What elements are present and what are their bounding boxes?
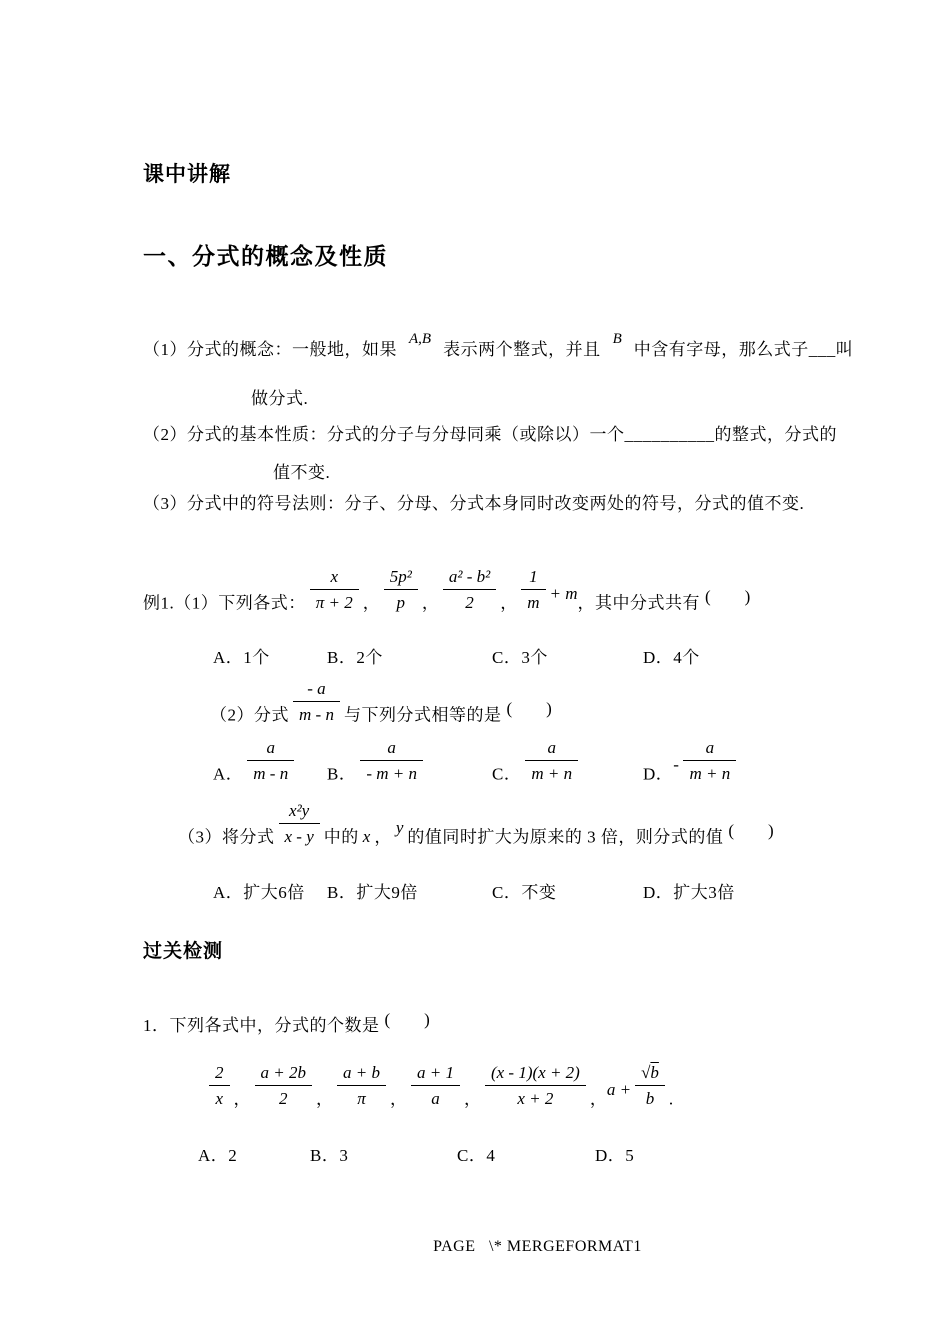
option-d: D．- $\frac{a}{m + n}$ (643, 737, 740, 785)
example1-q3-options (213, 878, 735, 903)
fraction-a-over-m-minus-n: $\frac{a}{m - n}$ (247, 737, 294, 785)
option-c: C．不变 (492, 883, 557, 902)
fraction-sqrt-b-over-b: $\frac{√b}{b}$ (635, 1062, 665, 1110)
example1-q2-suffix: 与下列分式相等的是 (343, 705, 502, 725)
concept-point-3: （3）分式中的符号法则：分子、分母、分式本身同时改变两处的符号，分式的值不变. (143, 494, 805, 513)
math-b-symbol: B (612, 331, 622, 347)
example1-q1-prefix: 例1.（1）下列各式： (143, 593, 306, 613)
concept-point-1 (143, 331, 853, 360)
option-b: B．扩大9倍 (327, 883, 418, 902)
option-a: A．1个 (213, 648, 270, 667)
quiz-heading: 过关检测 (143, 941, 224, 962)
example1-q1-options (213, 643, 700, 668)
sentence-period: . (668, 1089, 674, 1109)
variable-x: x (362, 827, 371, 847)
example1-q1-line (143, 566, 750, 614)
example1-q2-options (213, 737, 740, 785)
separator-comma: ， (500, 593, 518, 613)
page-footer-field: PAGE \* MERGEFORMAT1 (433, 1238, 642, 1255)
fraction-neg-a-over-m-minus-n: $\frac{- a}{m - n}$ (293, 678, 340, 726)
variable-y: y (395, 817, 404, 837)
a-plus-term: a + (606, 1079, 632, 1099)
math-ab-symbols: A,B (409, 331, 432, 347)
option-c: C．4 (457, 1146, 496, 1165)
fraction-neg-a-over-m-plus-n: $\frac{a}{m + n}$ (683, 737, 736, 785)
option-d: D．4个 (643, 648, 700, 667)
example1-q3-mid1: 中的 (323, 827, 359, 847)
concept-point-2-cont: 值不变. (273, 463, 331, 482)
answer-parentheses: ( ) (384, 1010, 430, 1029)
option-a: A． $\frac{a}{m - n}$ (213, 737, 327, 785)
answer-parentheses: ( ) (506, 699, 552, 719)
separator-comma: ， (315, 1089, 333, 1109)
fraction-2-over-x: $\frac{2}{x}$ (209, 1062, 230, 1110)
separator-comma: ， (389, 1089, 407, 1109)
concept-point-1-cont: 做分式. (251, 389, 309, 408)
minus-sign: - (673, 754, 680, 774)
section-heading: 一、分式的概念及性质 (143, 244, 388, 269)
concept-point-2: （2）分式的基本性质：分式的分子与分母同乘（或除以）一个__________的整式，分式的 (143, 425, 837, 444)
p1-suffix-with-blank: 中含有字母，那么式子___叫 (633, 340, 854, 359)
quiz-q1-expressions (205, 1062, 674, 1110)
radical-sign: √ (641, 1063, 651, 1082)
example1-q3-prefix: （3）将分式 (178, 827, 275, 847)
option-c: C． $\frac{a}{m + n}$ (492, 737, 643, 785)
comma: ， (374, 827, 392, 847)
example1-q3-line (178, 800, 774, 848)
option-d: D．5 (595, 1146, 635, 1165)
fraction-a-plus-2b-over-2: $\frac{a + 2b}{2}$ (255, 1062, 312, 1110)
fraction-a-plus-1-over-a: $\frac{a + 1}{a}$ (411, 1062, 460, 1110)
fraction-1-over-m: $\frac{1}{m}$ (521, 566, 545, 614)
plus-m-term: + m (549, 583, 578, 603)
option-b: B． $\frac{a}{- m + n}$ (327, 737, 492, 785)
example1-q2-prefix: （2）分式 (210, 705, 289, 725)
doc-title: 课中讲解 (143, 162, 231, 186)
separator-comma: ， (589, 1089, 607, 1109)
example1-q1-suffix: ，其中分式共有 (577, 593, 700, 613)
option-a: A．2 (198, 1146, 238, 1165)
fraction-x-over-pi-plus-2: $\frac{x}{\pi + 2}$ (310, 566, 359, 614)
separator-comma: ， (362, 593, 380, 613)
option-a: A．扩大6倍 (213, 883, 305, 902)
fraction-x2y-over-x-minus-y: $\frac{\text{x²y}}{x - y}$ (279, 800, 320, 848)
fraction-5p2-over-p: $\frac{\text{5p²}}{p}$ (384, 566, 418, 614)
quiz-q1-text: 1．下列各式中，分式的个数是 (143, 1015, 380, 1035)
option-b: B．3 (310, 1146, 349, 1165)
answer-parentheses: ( ) (728, 821, 774, 841)
option-b: B．2个 (327, 648, 383, 667)
quiz-q1-line (143, 1005, 430, 1036)
fraction-x-minus-1-x-plus-2-over-x-plus-2: $\frac{(x - 1)(x + 2)}{x + 2}$ (485, 1062, 586, 1110)
separator-comma: ， (463, 1089, 481, 1109)
p1-prefix: （1）分式的概念：一般地，如果 (143, 340, 397, 359)
fraction-a-plus-b-over-pi: $\frac{a + b}{\pi}$ (337, 1062, 386, 1110)
fraction-a-over-neg-m-plus-n: $\frac{a}{- m + n}$ (360, 737, 423, 785)
option-d: D．扩大3倍 (643, 883, 735, 902)
separator-comma: ， (233, 1089, 251, 1109)
separator-comma: ， (421, 593, 439, 613)
example1-q2-line (210, 678, 552, 726)
p1-mid: 表示两个整式，并且 (443, 340, 601, 359)
radicand-b: b (650, 1063, 659, 1082)
option-c: C．3个 (492, 648, 548, 667)
example1-q3-mid2: 的值同时扩大为原来的 3 倍，则分式的值 (407, 827, 724, 847)
answer-parentheses: ( ) (705, 587, 751, 607)
quiz-q1-options (198, 1141, 634, 1166)
fraction-a-over-m-plus-n: $\frac{a}{m + n}$ (525, 737, 578, 785)
fraction-a2-minus-b2-over-2: $\frac{\text{a² - b²}}{2}$ (443, 566, 496, 614)
